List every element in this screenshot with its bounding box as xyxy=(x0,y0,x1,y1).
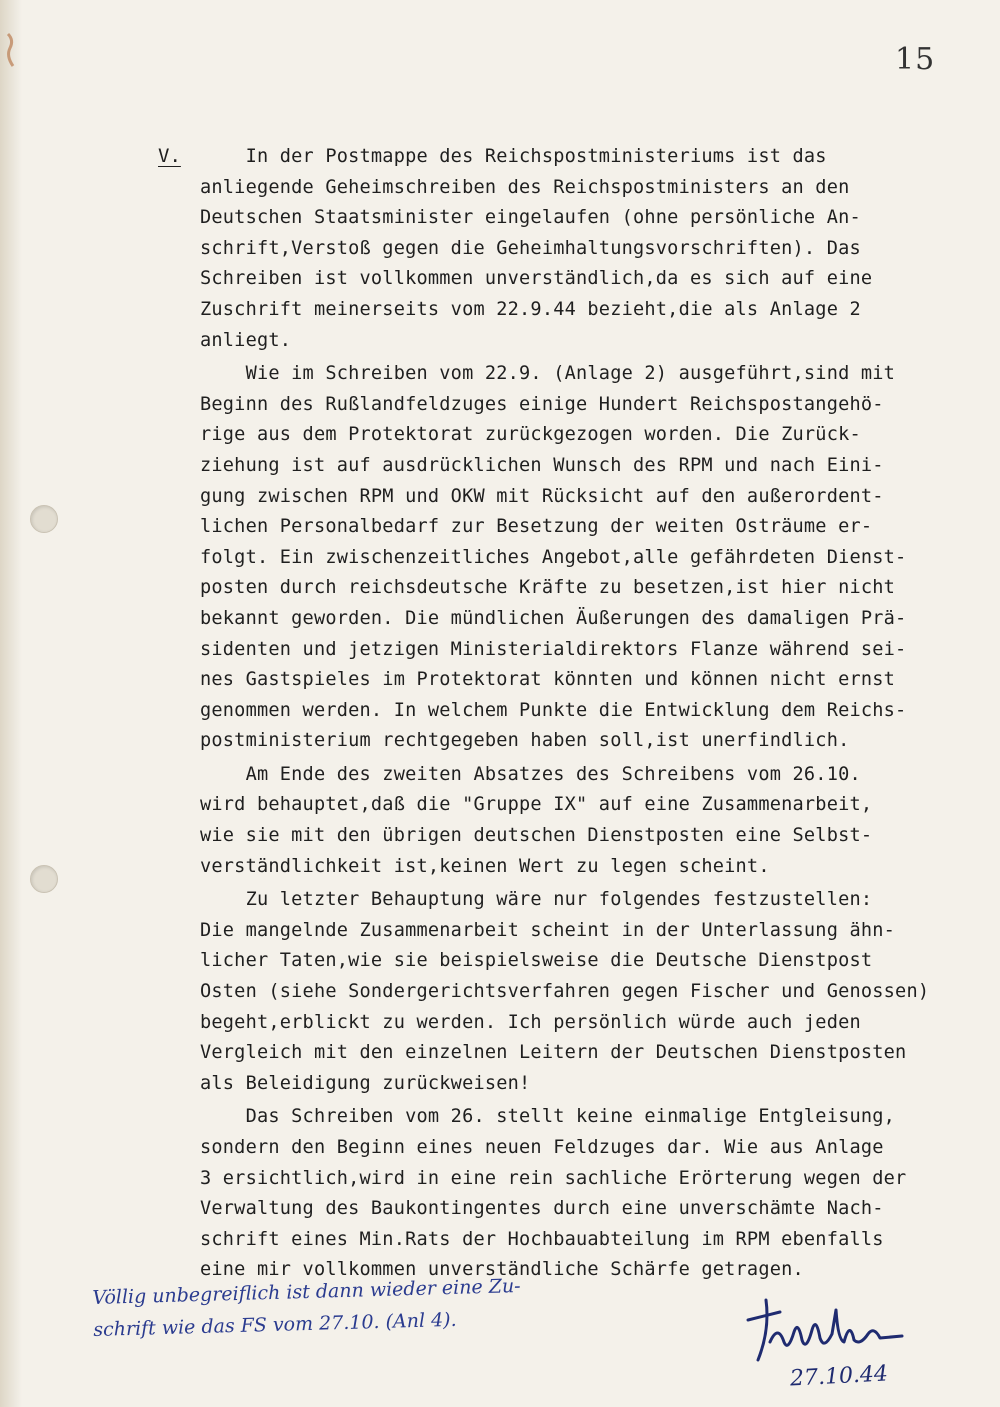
typewritten-body xyxy=(200,142,970,1289)
signature-date: 27.10.44 xyxy=(789,1361,889,1392)
body-line: posten durch reichsdeutsche Kräfte zu besetzen,ist hier nicht xyxy=(200,577,896,599)
punch-hole-top xyxy=(30,505,58,533)
body-line: folgt. Ein zwischenzeitliches Angebot,alle gefährdeten Dienst- xyxy=(200,546,907,568)
body-line: als Beleidigung zurückweisen! xyxy=(200,1072,531,1094)
body-line: genommen werden. In welchem Punkte die Entwicklung dem Reichs- xyxy=(200,699,907,721)
body-line: Verwaltung des Baukontingentes durch eine unverschämte Nach- xyxy=(200,1198,884,1220)
body-line: sondern den Beginn eines neuen Feldzuges dar. Wie aus Anlage xyxy=(200,1137,884,1158)
body-line: schrift eines Min.Rats der Hochbauabteilung im RPM ebenfalls xyxy=(200,1228,884,1250)
body-line: Beginn des Rußlandfeldzuges einige Hundert Reichspostangehö- xyxy=(200,393,884,415)
body-line: Schreiben ist vollkommen unverständlich,da es sich auf eine xyxy=(200,268,873,290)
punch-hole-bottom xyxy=(30,865,58,893)
body-line: Vergleich mit den einzelnen Leitern der Deutschen Dienstposten xyxy=(200,1042,907,1064)
body-line: Deutschen Staatsminister eingelaufen (ohne persönliche An- xyxy=(200,207,861,229)
body-line: schrift,Verstoß gegen die Geheimhaltungsvorschriften). Das xyxy=(200,237,861,259)
body-line: Die mangelnde Zusammenarbeit scheint in der Unterlassung ähn- xyxy=(200,919,896,941)
body-line: begeht,erblickt zu werden. Ich persönlich würde auch jeden xyxy=(200,1011,861,1033)
handwritten-line: schrift wie das FS vom 27.10. (Anl 4). xyxy=(93,1308,457,1341)
body-line: wie sie mit den übrigen deutschen Dienstposten eine Selbst- xyxy=(200,825,873,847)
body-line: Osten (siehe Sondergerichtsverfahren gegen Fischer und Genossen) xyxy=(200,981,930,1003)
handwritten-note xyxy=(92,1264,734,1346)
page-number: 15 xyxy=(895,42,936,77)
body-line: postministerium rechtgegeben haben soll,ist unerfindlich. xyxy=(200,730,850,752)
body-line: anliegende Geheimschreiben des Reichspostministers an den xyxy=(200,176,850,198)
body-line: nes Gastspieles im Protektorat könnten und können nicht ernst xyxy=(200,669,896,691)
body-line: 3 ersichtlich,wird in eine rein sachliche Erörterung wegen der xyxy=(200,1167,907,1189)
body-line: licher Taten,wie sie beispielsweise die Deutsche Dienstpost xyxy=(200,950,873,972)
body-line: Zuschrift meinerseits vom 22.9.44 bezieht,die als Anlage 2 xyxy=(200,298,861,320)
body-line: anliegt. xyxy=(200,329,292,351)
body-line: lichen Personalbedarf zur Besetzung der weiten Osträume er- xyxy=(200,516,873,538)
body-line: verständlichkeit ist,keinen Wert zu legen scheint. xyxy=(200,855,770,877)
corner-stain-mark xyxy=(4,30,20,70)
body-line: Wie im Schreiben vom 22.9. (Anlage 2) ausgeführt,sind mit xyxy=(200,363,896,385)
body-line: wird behauptet,daß die "Gruppe IX" auf eine Zusammenarbeit, xyxy=(200,794,873,816)
body-line: bekannt geworden. Die mündlichen Äußerungen des damaligen Prä- xyxy=(200,607,907,629)
body-line: rige aus dem Protektorat zurückgezogen worden. Die Zurück- xyxy=(200,424,861,446)
body-line: gung zwischen RPM und OKW mit Rücksicht auf den außerordent- xyxy=(200,485,884,507)
body-line: sidenten und jetzigen Ministerialdirektors Flanze während sei- xyxy=(200,638,907,660)
body-line: Am Ende des zweiten Absatzes des Schreibens vom 26.10. xyxy=(200,763,861,785)
body-line: ziehung ist auf ausdrücklichen Wunsch des RPM und nach Eini- xyxy=(200,454,884,476)
body-line: Das Schreiben vom 26. stellt keine einmalige Entgleisung, xyxy=(200,1106,896,1128)
body-line: Zu letzter Behauptung wäre nur folgendes festzustellen: xyxy=(200,889,873,911)
section-marker: V. xyxy=(158,145,181,167)
handwritten-signature xyxy=(740,1290,910,1370)
body-line: In der Postmappe des Reichspostministeriums ist das xyxy=(200,146,827,167)
handwritten-line: Völlig unbegreiflich ist dann wieder eine Zu- xyxy=(92,1275,521,1309)
body-line: eine mir vollkommen unverständliche Schärfe getragen. xyxy=(200,1259,804,1281)
